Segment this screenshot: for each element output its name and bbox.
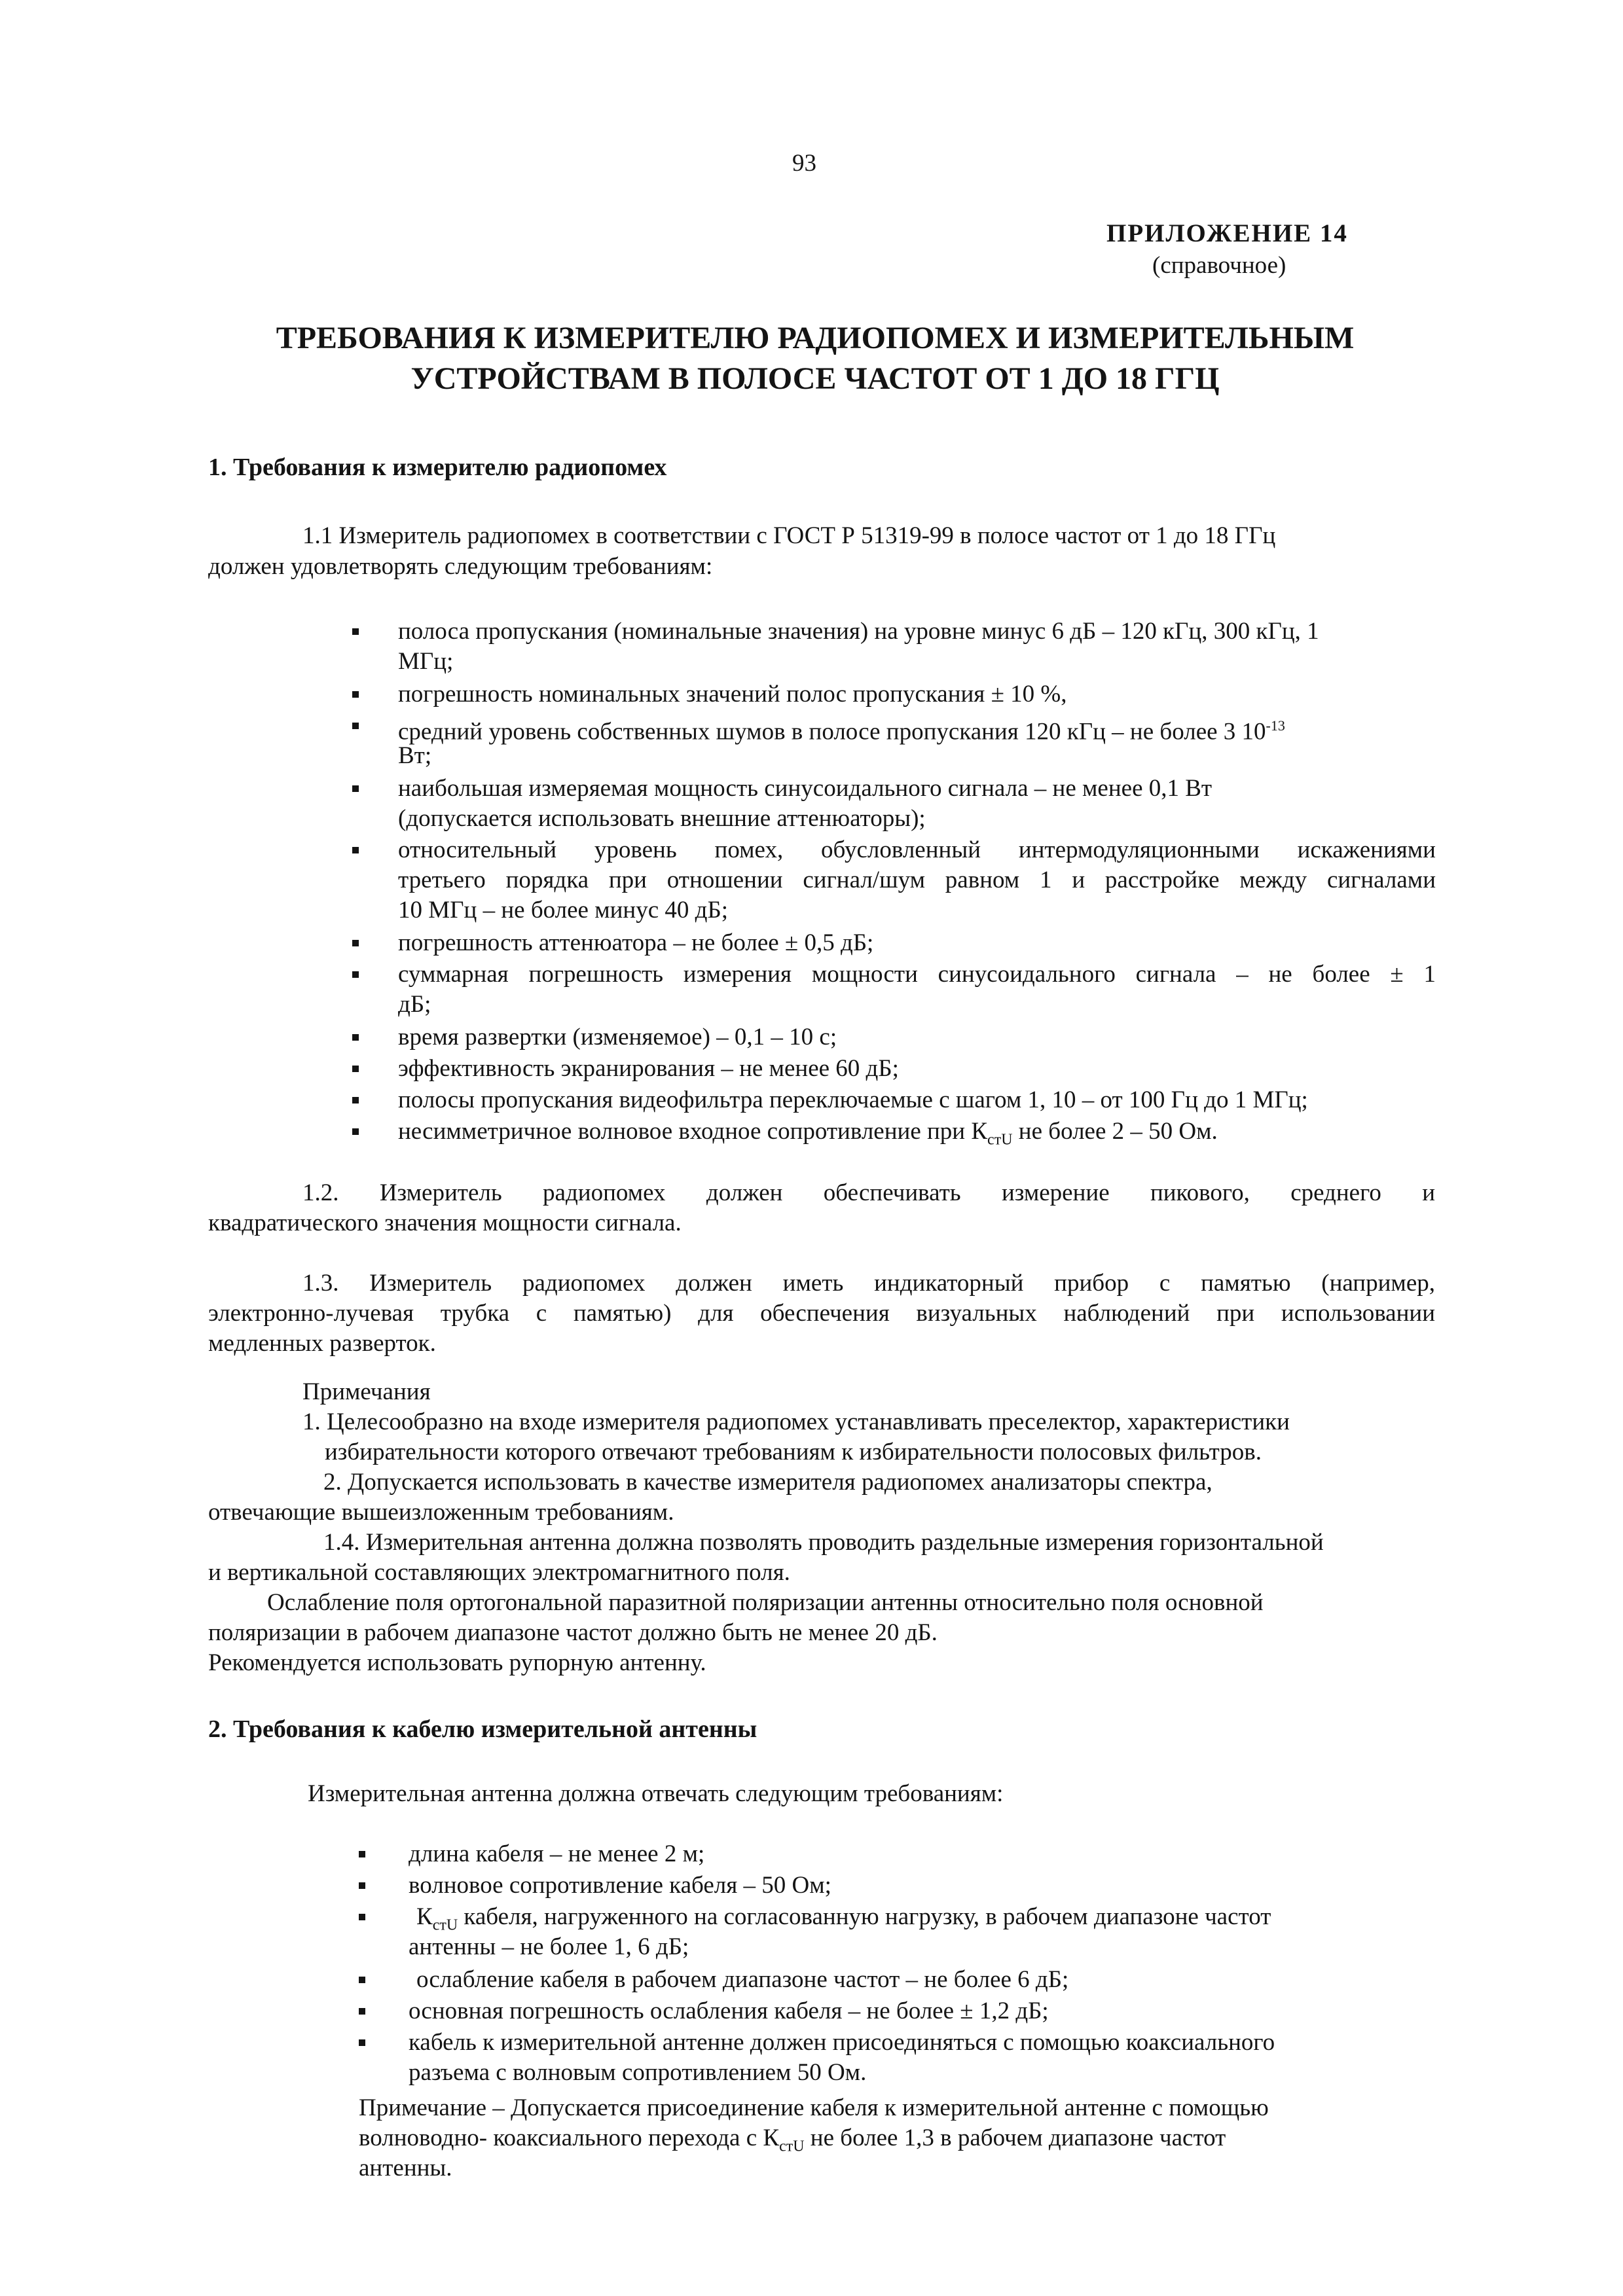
document-title (216, 318, 1414, 399)
bullet-5-line-1: относительный уровень помех, обусловленный интермодуляционными искажениями (398, 836, 1436, 863)
section-2-intro: Измерительная антенна должна отвечать следующим требованиям: (308, 1780, 1004, 1807)
cable-item-1: длина кабеля – не менее 2 м; (409, 1840, 705, 1867)
title-line-1: ТРЕБОВАНИЯ К ИЗМЕРИТЕЛЮ РАДИОПОМЕХ И ИЗМЕРИТЕЛЬНЫМ (276, 321, 1355, 355)
bullet-8: время развертки (изменяемое) – 0,1 – 10 с; (398, 1024, 837, 1050)
para-1-3-line-3: медленных разверток. (208, 1330, 436, 1357)
cable-item-6-line-1: кабель к измерительной антенне должен присоединяться с помощью коаксиального (409, 2029, 1275, 2056)
bullet-marker (359, 1882, 365, 1889)
para-1-1-line-1: 1.1 Измеритель радиопомех в соответствии с ГОСТ Р 51319-99 в полосе частот от 1 до 18 ГГц (302, 522, 1276, 549)
bullet-11 (398, 1117, 1218, 1155)
bullet-marker (359, 1977, 365, 1983)
cable-note-line-1: Примечание – Допускается присоединение кабеля к измерительной антенне с помощью (359, 2094, 1269, 2121)
cable-item-5: основная погрешность ослабления кабеля – не более ± 1,2 дБ; (409, 1998, 1049, 2024)
note-2-line-1: 2. Допускается использовать в качестве измерителя радиопомех анализаторы спектра, (323, 1469, 1213, 1496)
para-1-3-line-1: 1.3. Измеритель радиопомех должен иметь индикаторный прибор с памятью (например, (302, 1270, 1435, 1297)
para-1-5-line-2: поляризации в рабочем диапазоне частот должно быть не менее 20 дБ. (208, 1619, 938, 1646)
note-2-line-2: отвечающие вышеизложенным требованиям. (208, 1499, 674, 1526)
cable-note-line-3: антенны. (359, 2155, 452, 2181)
cable-item-3-pre: К (416, 1903, 433, 1930)
para-1-1-line-2: должен удовлетворять следующим требованиям: (208, 553, 713, 580)
para-1-6: Рекомендуется использовать рупорную антенну. (208, 1649, 706, 1676)
cable-item-3-subscript: стU (432, 1916, 458, 1934)
bullet-marker (352, 971, 359, 978)
note-1-line-2: избирательности которого отвечают требованиям к избирательности полосовых фильтров. (325, 1439, 1262, 1465)
bullet-marker (352, 723, 359, 729)
bullet-2: погрешность номинальных значений полос пропускания ± 10 %, (398, 681, 1067, 708)
section-1-heading: 1. Требования к измерителю радиопомех (208, 454, 667, 481)
bullet-1-line-2: МГц; (398, 648, 454, 675)
note-1-line-1: 1. Целесообразно на входе измерителя радиопомех устанавливать преселектор, характеристики (302, 1408, 1290, 1435)
para-1-2-line-1: 1.2. Измеритель радиопомех должен обеспечивать измерение пикового, среднего и (302, 1179, 1435, 1206)
bullet-10: полосы пропускания видеофильтра переключаемые с шагом 1, 10 – от 100 Гц до 1 МГц; (398, 1086, 1308, 1113)
cable-item-4: ослабление кабеля в рабочем диапазоне частот – не более 6 дБ; (416, 1966, 1069, 1993)
bullet-marker (352, 1066, 359, 1072)
cable-note-pre: волноводно- коаксиального перехода с К (359, 2125, 780, 2151)
bullet-6: погрешность аттенюатора – не более ± 0,5 дБ; (398, 929, 874, 956)
bullet-3-exponent: -13 (1266, 717, 1285, 734)
bullet-7-line-2: дБ; (398, 991, 431, 1018)
bullet-5-line-3: 10 МГц – не более минус 40 дБ; (398, 897, 728, 924)
bullet-3-line-1 (398, 711, 1285, 747)
para-1-5-line-1: Ослабление поля ортогональной паразитной поляризации антенны относительно поля основной (267, 1589, 1264, 1616)
bullet-marker (352, 628, 359, 635)
page-number: 93 (792, 150, 816, 177)
bullet-5-line-2: третьего порядка при отношении сигнал/шум равном 1 и расстройке между сигналами (398, 867, 1436, 893)
cable-item-3-post: кабеля, нагруженного на согласованную нагрузку, в рабочем диапазоне частот (458, 1903, 1271, 1930)
bullet-7-line-1: суммарная погрешность измерения мощности синусоидального сигнала – не более ± 1 (398, 961, 1436, 988)
cable-item-3-line-2: антенны – не более 1, 6 дБ; (409, 1933, 689, 1960)
bullet-11-pre: несимметричное волновое входное сопротивление при К (398, 1118, 988, 1145)
cable-note-subscript: стU (779, 2138, 805, 2155)
bullet-marker (352, 785, 359, 792)
bullet-marker (359, 2008, 365, 2015)
bullet-marker (352, 1128, 359, 1135)
section-2-heading: 2. Требования к кабелю измерительной антенны (208, 1715, 757, 1743)
annex-subtitle: (справочное) (1152, 252, 1286, 279)
bullet-marker (352, 691, 359, 698)
bullet-3-line-2: Вт; (398, 742, 432, 769)
para-1-4-line-2: и вертикальной составляющих электромагнитного поля. (208, 1559, 790, 1586)
bullet-11-subscript: стU (987, 1131, 1013, 1149)
cable-item-6-line-2: разъема с волновым сопротивлением 50 Ом. (409, 2059, 867, 2086)
bullet-11-post: не более 2 – 50 Ом. (1012, 1118, 1218, 1145)
bullet-9: эффективность экранирования – не менее 60 дБ; (398, 1055, 899, 1082)
bullet-marker (359, 1914, 365, 1920)
cable-note-post: не более 1,3 в рабочем диапазоне частот (804, 2125, 1226, 2151)
para-1-4-line-1: 1.4. Измерительная антенна должна позволять проводить раздельные измерения горизонтальной (323, 1529, 1324, 1556)
bullet-marker (352, 1097, 359, 1103)
bullet-4-line-1: наибольшая измеряемая мощность синусоидального сигнала – не менее 0,1 Вт (398, 775, 1213, 802)
cable-item-2: волновое сопротивление кабеля – 50 Ом; (409, 1872, 831, 1899)
para-1-2-line-2: квадратического значения мощности сигнала. (208, 1210, 682, 1236)
title-line-2: УСТРОЙСТВАМ В ПОЛОСЕ ЧАСТОТ ОТ 1 ДО 18 ГГЦ (410, 361, 1220, 396)
bullet-1-line-1: полоса пропускания (номинальные значения) на уровне минус 6 дБ – 120 кГц, 300 кГц, 1 (398, 618, 1319, 645)
bullet-3-text: средний уровень собственных шумов в полосе пропускания 120 кГц – не более 3 10 (398, 718, 1266, 745)
bullet-marker (352, 847, 359, 853)
bullet-marker (359, 2039, 365, 2046)
cable-note-line-2 (359, 2123, 1226, 2161)
bullet-marker (359, 1851, 365, 1857)
para-1-3-line-2: электронно-лучевая трубка с памятью) для обеспечения визуальных наблюдений при использовании (208, 1300, 1435, 1327)
bullet-marker (352, 940, 359, 946)
notes-title: Примечания (302, 1378, 431, 1405)
bullet-marker (352, 1034, 359, 1041)
bullet-4-line-2: (допускается использовать внешние аттенюаторы); (398, 805, 926, 832)
annex-title: ПРИЛОЖЕНИЕ 14 (1106, 219, 1348, 247)
